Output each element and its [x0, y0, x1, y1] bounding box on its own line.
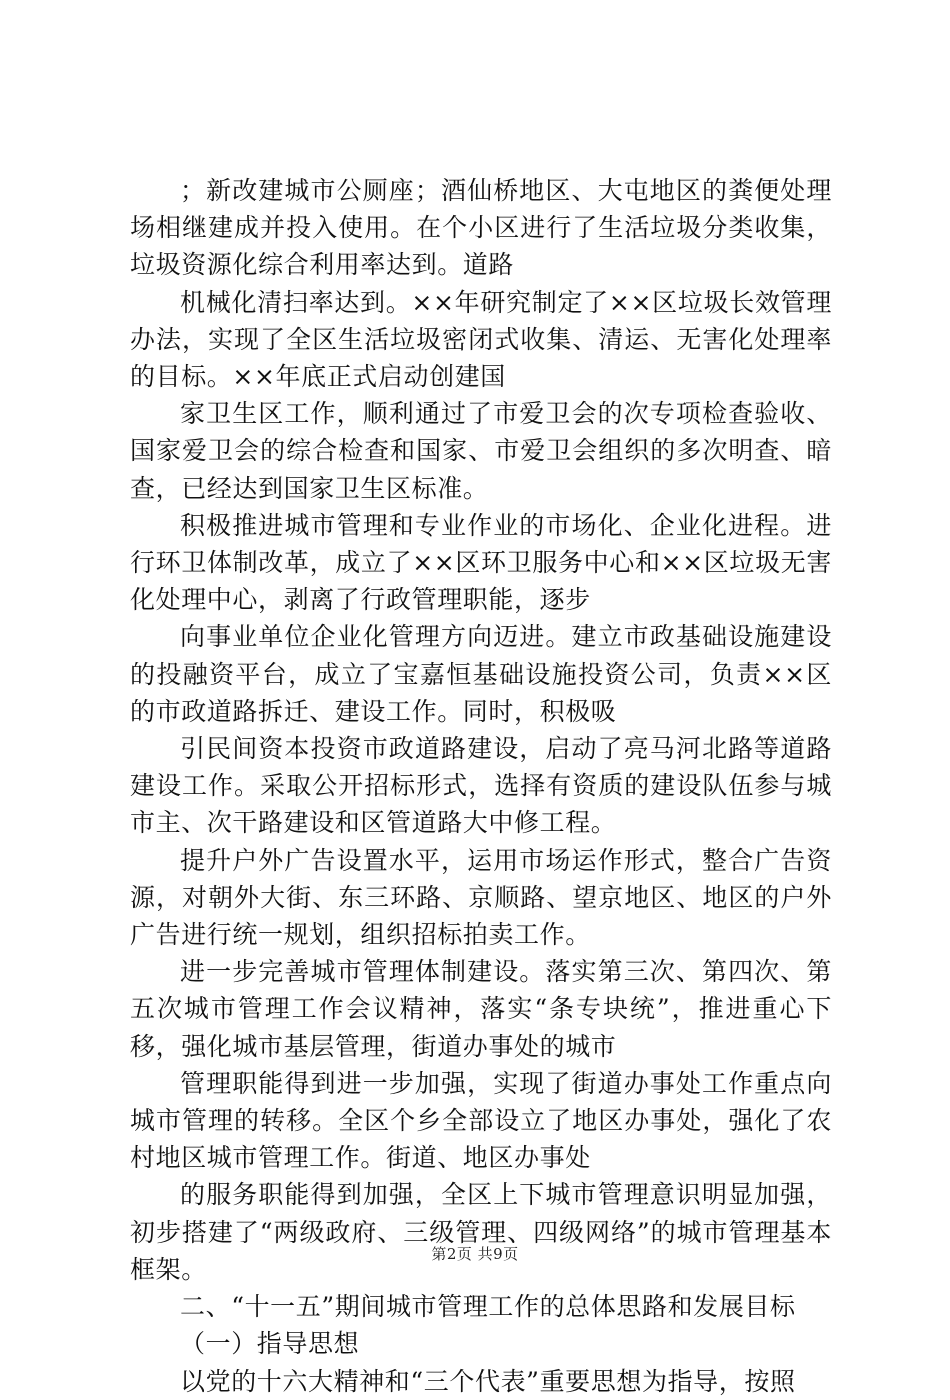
paragraph: 管理职能得到进一步加强，实现了街道办事处工作重点向城市管理的转移。全区个乡全部设立了地区办事处，强化了农村地区城市管理工作。街道、地区办事处: [130, 1068, 832, 1173]
subsection-heading: （一）指导思想: [180, 1329, 360, 1359]
paragraph: 向事业单位企业化管理方向迈进。建立市政基础设施建设的投融资平台，成立了宝嘉恒基础设施投资公司，负责××区的市政道路拆迁、建设工作。同时，积极吸: [130, 622, 832, 726]
section-heading: 二、“十一五”期间城市管理工作的总体思路和发展目标: [180, 1292, 796, 1322]
paragraph: 引民间资本投资市政道路建设，启动了亮马河北路等道路建设工作。采取公开招标形式，选择有资质的建设队伍参与城市主、次干路建设和区管道路大中修工程。: [130, 734, 832, 838]
document-body: [130, 172, 832, 1400]
paragraph: 家卫生区工作，顺利通过了市爱卫会的次专项检查验收、国家爱卫会的综合检查和国家、市爱卫会组织的多次明查、暗查，已经达到国家卫生区标准。: [130, 399, 832, 503]
paragraph: 机械化清扫率达到。××年研究制定了××区垃圾长效管理办法，实现了全区生活垃圾密闭式收集、清运、无害化处理率的目标。××年底正式启动创建国: [130, 287, 832, 392]
page-number-footer: 第2页 共9页: [431, 1245, 519, 1263]
paragraph: 积极推进城市管理和专业作业的市场化、企业化进程。进行环卫体制改革，成立了××区环卫服务中心和××区垃圾无害化处理中心，剥离了行政管理职能，逐步: [130, 510, 832, 615]
paragraph: 提升户外广告设置水平，运用市场运作形式，整合广告资源，对朝外大街、东三环路、京顺路、望京地区、地区的户外广告进行统一规划，组织招标拍卖工作。: [130, 845, 832, 950]
paragraph: 进一步完善城市管理体制建设。落实第三次、第四次、第五次城市管理工作会议精神，落实“条专块统”，推进重心下移，强化城市基层管理，街道办事处的城市: [130, 957, 832, 1061]
paragraph: 以党的十六大精神和“三个代表”重要思想为指导，按照: [180, 1366, 796, 1396]
paragraph: ；新改建城市公厕座；酒仙桥地区、大屯地区的粪便处理场相继建成并投入使用。在个小区进行了生活垃圾分类收集，垃圾资源化综合利用率达到。道路: [130, 176, 832, 280]
paragraph: 的服务职能得到加强，全区上下城市管理意识明显加强，初步搭建了“两级政府、三级管理、四级网络”的城市管理基本框架。: [130, 1180, 832, 1284]
